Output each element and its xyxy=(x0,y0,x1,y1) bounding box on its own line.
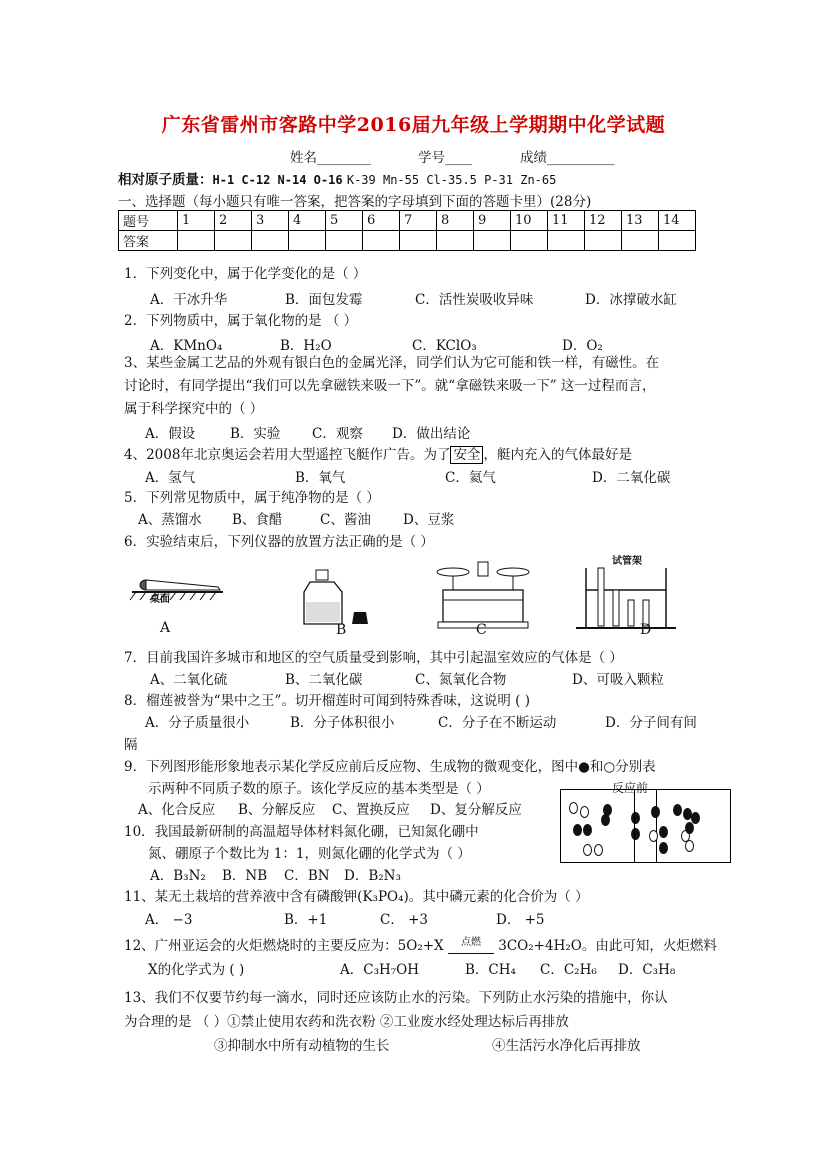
question-9: 9．下列图形能形象地表示某化学反应前后反应物、生成物的微观变化，图中●和○分别表 xyxy=(124,759,656,775)
option: B．CH₄ xyxy=(465,962,516,978)
option: B．面包发霉 xyxy=(285,292,363,308)
atomic-mass-line xyxy=(118,168,556,188)
answer-cell[interactable] xyxy=(437,231,474,251)
question-9-line2: 示两种不同质子数的原子。该化学反应的基本类型是（ ） xyxy=(148,781,490,797)
table-cell: 1 xyxy=(178,211,215,231)
question-12 xyxy=(124,934,717,954)
rack-label: 试管架 xyxy=(612,556,642,567)
reagent-bottle-figure xyxy=(304,570,368,624)
table-header-number: 题号 xyxy=(119,211,178,231)
option: B、二氧化碳 xyxy=(285,672,363,688)
name-field: 姓名________ xyxy=(290,150,371,166)
option: B．H₂O xyxy=(280,338,332,354)
table-cell: 13 xyxy=(622,211,659,231)
atom-filled xyxy=(659,842,668,854)
atom-filled xyxy=(601,814,610,826)
table-cell: 3 xyxy=(252,211,289,231)
option: A．干冰升华 xyxy=(150,292,228,308)
table-cell: 12 xyxy=(585,211,622,231)
option: A、化合反应 xyxy=(138,802,216,818)
table-cell: 7 xyxy=(400,211,437,231)
option: D．分子间有间 xyxy=(605,715,697,731)
option: B．分子体积很小 xyxy=(290,715,395,731)
desk-label: 桌面 xyxy=(150,594,170,605)
table-cell: 11 xyxy=(548,211,585,231)
question-8: 8．榴莲被誉为“果中之王”。切开榴莲时可闻到特殊香味，这说明 ( ) xyxy=(124,693,531,709)
question-10-line2: 氮、硼原子个数比为 1：1，则氮化硼的化学式为（ ） xyxy=(148,846,471,862)
table-cell: 5 xyxy=(326,211,363,231)
answer-table-answer-row xyxy=(119,231,696,251)
question-7: 7．目前我国许多城市和地区的空气质量受到影响，其中引起温室效应的气体是（ ） xyxy=(124,650,623,666)
atomic-mass-label: 相对原子质量： xyxy=(118,172,213,188)
question-3-line2: 讨论时，有同学提出“我们可以先拿磁铁来吸一下”。就“拿磁铁来吸一下” 这一过程而言， xyxy=(124,378,656,394)
answer-cell[interactable] xyxy=(511,231,548,251)
atom-filled xyxy=(583,824,592,836)
question-12-text-b: 3CO₂+4H₂O。由此可知，火炬燃料 xyxy=(498,938,717,954)
reaction-arrow xyxy=(448,937,494,954)
figure-label-b: B xyxy=(336,622,347,638)
question-4 xyxy=(124,443,632,463)
option: D．B₂N₃ xyxy=(344,868,401,884)
option: C．C₂H₆ xyxy=(540,962,597,978)
atom-filled xyxy=(573,824,582,836)
answer-cell[interactable] xyxy=(400,231,437,251)
option: D．O₂ xyxy=(562,338,603,354)
option: B．+1 xyxy=(284,912,328,928)
table-cell: 9 xyxy=(474,211,511,231)
question-12-line2: X的化学式为 ( ) xyxy=(148,962,245,978)
atom-open xyxy=(685,840,694,852)
score-field: 成绩__________ xyxy=(520,150,615,166)
question-10: 10．我国最新研制的高温超导体材料氮化硼，已知氮化硼中 xyxy=(124,824,479,840)
table-cell: 4 xyxy=(289,211,326,231)
question-13-line2: 为合理的是 （ ）①禁止使用农药和洗衣粉 ②工业废水经处理达标后再排放 xyxy=(124,1014,569,1030)
atom-open xyxy=(580,806,589,818)
table-cell: 6 xyxy=(363,211,400,231)
answer-cell[interactable] xyxy=(252,231,289,251)
answer-cell[interactable] xyxy=(622,231,659,251)
option: C． +3 xyxy=(380,912,429,928)
option: B．氧气 xyxy=(295,470,346,486)
option: D．冰撑破水缸 xyxy=(585,292,677,308)
atomic-mass-values: K-39 Mn-55 Cl-35.5 P-31 Zn-65 xyxy=(346,173,557,187)
question-4-text-a: 4、2008年北京奥运会若用大型遥控飞艇作广告。为了 xyxy=(124,447,451,463)
option: C、置换反应 xyxy=(332,802,410,818)
question-8-overflow: 隔 xyxy=(124,737,138,753)
atom-open xyxy=(569,802,578,814)
option: C．BN xyxy=(284,868,330,884)
atom-open xyxy=(583,844,592,856)
answer-cell[interactable] xyxy=(548,231,585,251)
option: A、二氧化硫 xyxy=(150,672,228,688)
answer-table-number-row xyxy=(119,211,696,231)
figure-label-a: A xyxy=(160,620,171,636)
option: B、分解反应 xyxy=(238,802,316,818)
reaction-after-box xyxy=(634,789,731,863)
atom-filled xyxy=(673,804,682,816)
option: ④生活污水净化后再排放 xyxy=(492,1038,641,1054)
option: ③抑制水中所有动植物的生长 xyxy=(214,1038,390,1054)
option: A．假设 xyxy=(145,426,196,442)
option: D．做出结论 xyxy=(392,426,471,442)
option: C．氦气 xyxy=(445,470,496,486)
answer-cell[interactable] xyxy=(585,231,622,251)
atom-filled xyxy=(651,806,660,818)
answer-cell[interactable] xyxy=(363,231,400,251)
atomic-mass-bold: H-1 C-12 N-14 O-16 xyxy=(212,173,343,187)
question-4-text-b: ，艇内充入的气体最好是 xyxy=(483,447,632,463)
atom-open xyxy=(594,844,603,856)
table-cell: 14 xyxy=(659,211,696,231)
answer-table xyxy=(118,210,696,251)
table-cell: 10 xyxy=(511,211,548,231)
atom-filled xyxy=(691,812,700,824)
answer-cell[interactable] xyxy=(326,231,363,251)
answer-cell[interactable] xyxy=(178,231,215,251)
answer-cell[interactable] xyxy=(659,231,696,251)
reaction-before-label: 反应前 xyxy=(612,781,649,795)
option: B．实验 xyxy=(230,426,281,442)
page-title: 广东省雷州市客路中学2016届九年级上学期期中化学试题 xyxy=(161,114,666,136)
test-tube-on-desk-figure xyxy=(130,580,223,600)
option: A． −3 xyxy=(145,912,193,928)
option: C．观察 xyxy=(312,426,363,442)
question-13: 13、我们不仅要节约每一滴水，同时还应该防止水的污染。下列防止水污染的措施中，你认 xyxy=(124,990,668,1006)
table-cell: 8 xyxy=(437,211,474,231)
test-tube-rack-figure xyxy=(576,568,676,628)
number-field: 学号____ xyxy=(418,150,472,166)
question-12-text-a: 12、广州亚运会的火炬燃烧时的主要反应为：5O₂+X xyxy=(124,938,444,954)
option: C．KClO₃ xyxy=(412,338,477,354)
option: A、蒸馏水 xyxy=(138,512,202,528)
question-1: 1．下列变化中，属于化学变化的是（ ） xyxy=(124,266,367,282)
answer-cell[interactable] xyxy=(474,231,511,251)
section-heading: 一、选择题（每小题只有唯一答案，把答案的字母填到下面的答题卡里）(28分) xyxy=(118,194,592,210)
option: D．C₃H₈ xyxy=(618,962,676,978)
option: D、可吸入颗粒 xyxy=(572,672,664,688)
question-6: 6．实验结束后，下列仪器的放置方法正确的是（ ） xyxy=(124,534,434,550)
figure-label-c: C xyxy=(476,622,487,638)
atom-filled xyxy=(659,826,668,838)
option: C．分子在不断运动 xyxy=(438,715,557,731)
option: A．KMnO₄ xyxy=(150,338,223,354)
question-4-boxed-word: 安全 xyxy=(450,446,483,464)
option: D、复分解反应 xyxy=(430,802,522,818)
question-5: 5．下列常见物质中，属于纯净物的是（ ） xyxy=(124,490,380,506)
question-3: 3、某些金属工艺品的外观有银白色的金属光泽，同学们认为它可能和铁一样，有磁性。在 xyxy=(124,355,660,371)
option: C、氮氧化合物 xyxy=(415,672,507,688)
option: D． +5 xyxy=(496,912,545,928)
option: B、食醋 xyxy=(232,512,283,528)
option: A．分子质量很小 xyxy=(145,715,250,731)
option: A．氢气 xyxy=(145,470,196,486)
figure-label-d: D xyxy=(640,622,652,638)
question-11: 11、某无土栽培的营养液中含有磷酸钾(K₃PO₄)。其中磷元素的化合价为（ ） xyxy=(124,889,589,905)
apparatus-figures xyxy=(128,560,688,640)
question-2: 2．下列物质中，属于氧化物的是 （ ） xyxy=(124,313,358,329)
option: A．B₃N₂ xyxy=(150,868,206,884)
option: A．C₃H₇OH xyxy=(340,962,420,978)
table-header-answer: 答案 xyxy=(119,231,178,251)
atom-open xyxy=(649,830,658,842)
table-cell: 2 xyxy=(215,211,252,231)
option: D．二氧化碳 xyxy=(592,470,671,486)
option: D、豆浆 xyxy=(403,512,455,528)
option: B．NB xyxy=(222,868,268,884)
answer-cell[interactable] xyxy=(215,231,252,251)
question-3-line3: 属于科学探究中的（ ） xyxy=(124,401,264,417)
balance-figure xyxy=(437,562,529,628)
answer-cell[interactable] xyxy=(289,231,326,251)
ignite-condition: 点燃 xyxy=(460,937,481,948)
option: C、酱油 xyxy=(320,512,371,528)
atom-filled xyxy=(685,822,694,834)
option: C．活性炭吸收异味 xyxy=(415,292,534,308)
